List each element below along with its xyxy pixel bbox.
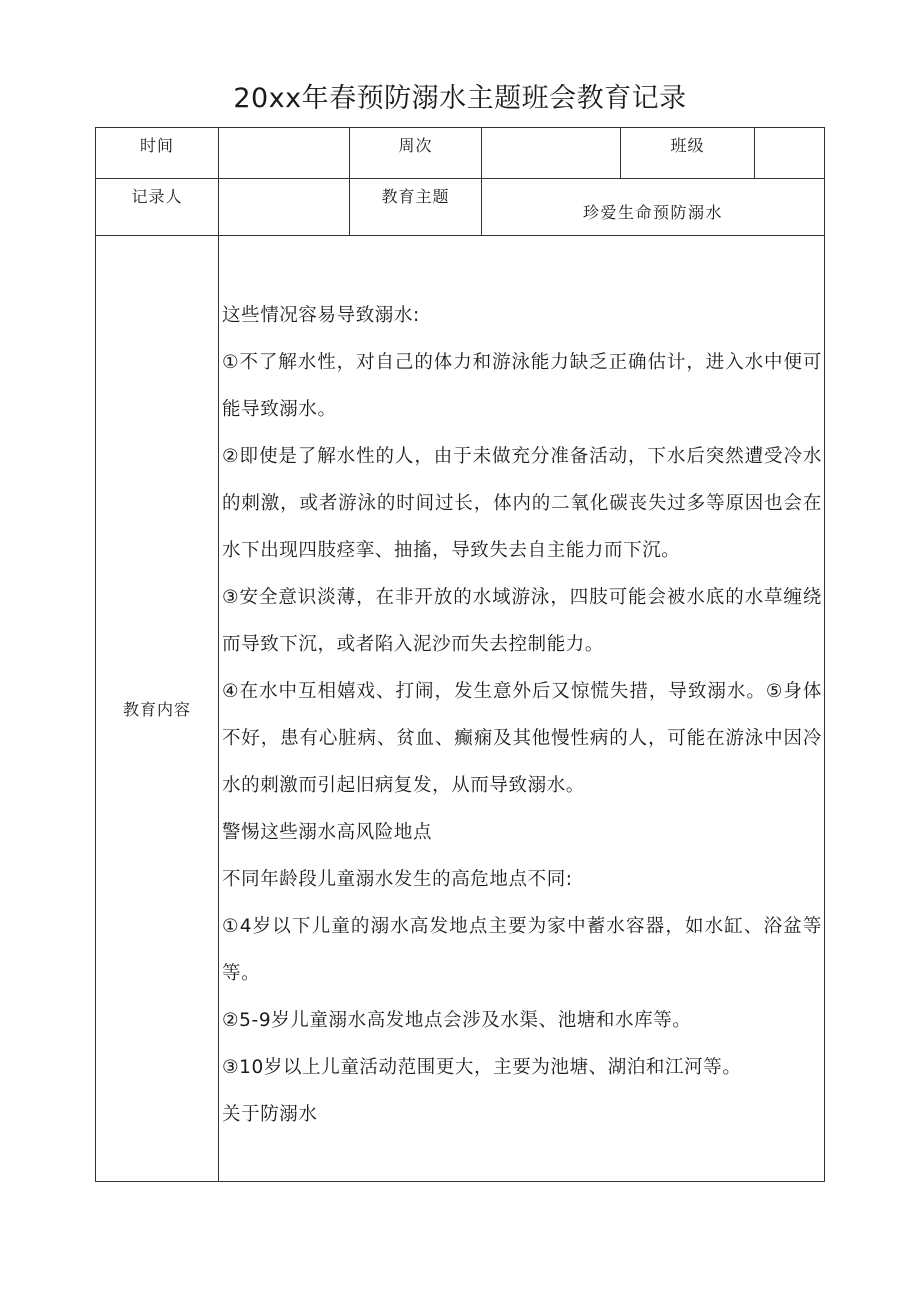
- theme-label: 教育主题: [350, 179, 482, 236]
- week-label: 周次: [350, 128, 482, 179]
- content-label: 教育内容: [96, 236, 219, 1182]
- table-row: [96, 236, 825, 1182]
- theme-value: 珍爱生命预防溺水: [482, 179, 825, 236]
- content-paragraph: 这些情况容易导致溺水:: [222, 305, 420, 326]
- recorder-value: [219, 179, 350, 236]
- class-label: 班级: [621, 128, 755, 179]
- table-row: [96, 179, 825, 236]
- content-body: [219, 236, 825, 1182]
- content-paragraph: 不同年龄段儿童溺水发生的高危地点不同:: [222, 869, 573, 890]
- content-paragraph: ②即使是了解水性的人，由于未做充分准备活动，下水后突然遭受冷水的刺激，或者游泳的时间过长，体内的二氧化碳丧失过多等原因也会在水下出现四肢痉挛、抽搐，导致失去自主能力而下沉。: [222, 446, 822, 561]
- content-paragraph: 关于防溺水: [222, 1104, 318, 1125]
- week-value: [482, 128, 621, 179]
- content-paragraph: ①4岁以下儿童的溺水高发地点主要为家中蓄水容器，如水缸、浴盆等等。: [222, 916, 822, 984]
- content-paragraph: ③安全意识淡薄，在非开放的水域游泳，四肢可能会被水底的水草缠绕而导致下沉，或者陷入泥沙而失去控制能力。: [222, 587, 822, 655]
- content-paragraph: ③10岁以上儿童活动范围更大，主要为池塘、湖泊和江河等。: [222, 1057, 742, 1078]
- content-paragraph: ④在水中互相嬉戏、打闹，发生意外后又惊慌失措，导致溺水。⑤身体不好，患有心脏病、贫血、癫痫及其他慢性病的人，可能在游泳中因冷水的刺激而引起旧病复发，从而导致溺水。: [222, 681, 822, 796]
- content-paragraph: ①不了解水性，对自己的体力和游泳能力缺乏正确估计，进入水中便可能导致溺水。: [222, 352, 822, 420]
- document-title: 20xx年春预防溺水主题班会教育记录: [233, 83, 687, 114]
- recorder-label: 记录人: [96, 179, 219, 236]
- content-paragraph: ②5-9岁儿童溺水高发地点会涉及水渠、池塘和水库等。: [222, 1010, 692, 1031]
- content-paragraph: 警惕这些溺水高风险地点: [222, 822, 433, 843]
- table-row: [96, 128, 825, 179]
- class-value: [755, 128, 825, 179]
- record-table: [95, 127, 825, 1182]
- time-value: [219, 128, 350, 179]
- time-label: 时间: [96, 128, 219, 179]
